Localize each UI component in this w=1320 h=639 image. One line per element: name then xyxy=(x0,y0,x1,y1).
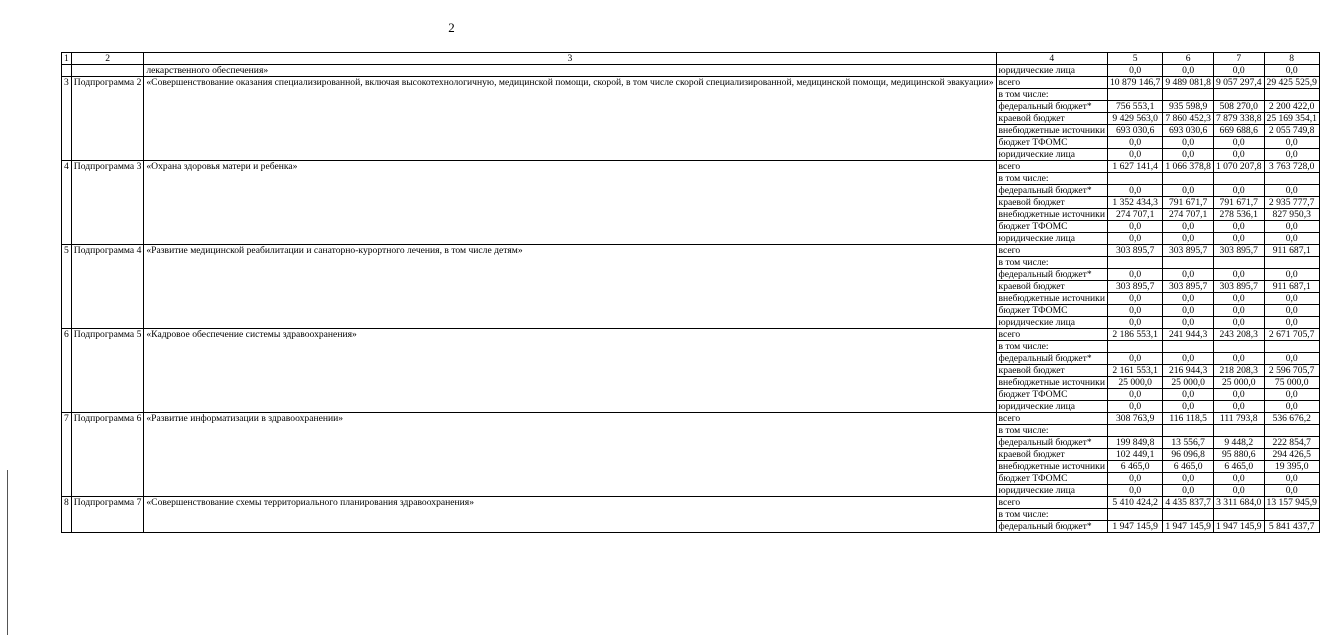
value-cell: 0,0 xyxy=(1264,149,1319,161)
value-cell: 19 395,0 xyxy=(1264,461,1319,473)
value-cell xyxy=(1107,425,1162,437)
program-title-cell: Подпрограмма 7 xyxy=(71,497,144,533)
program-name-cell: «Развитие медицинской реабилитации и санаторно-курортного лечения, в том числе детям» xyxy=(144,245,996,329)
program-title-cell: Подпрограмма 2 xyxy=(71,77,144,161)
value-cell: 0,0 xyxy=(1264,293,1319,305)
value-cell: 111 793,8 xyxy=(1213,413,1264,425)
funding-source-cell: юридические лица xyxy=(996,401,1107,413)
value-cell: 0,0 xyxy=(1107,353,1162,365)
program-number-cell xyxy=(62,65,72,77)
header-cell: 5 xyxy=(1107,53,1162,65)
value-cell: 0,0 xyxy=(1107,401,1162,413)
value-cell: 278 536,1 xyxy=(1213,209,1264,221)
scan-edge-line xyxy=(7,470,8,635)
value-cell xyxy=(1213,89,1264,101)
value-cell: 0,0 xyxy=(1264,185,1319,197)
funding-source-cell: федеральный бюджет* xyxy=(996,521,1107,533)
value-cell: 1 352 434,3 xyxy=(1107,197,1162,209)
value-cell: 13 157 945,9 xyxy=(1264,497,1319,509)
value-cell: 9 057 297,4 xyxy=(1213,77,1264,89)
value-cell: 0,0 xyxy=(1163,389,1214,401)
value-cell: 294 426,5 xyxy=(1264,449,1319,461)
value-cell: 9 448,2 xyxy=(1213,437,1264,449)
value-cell: 0,0 xyxy=(1107,305,1162,317)
value-cell: 0,0 xyxy=(1264,221,1319,233)
program-name-cell: «Охрана здоровья матери и ребенка» xyxy=(144,161,996,245)
funding-source-cell: юридические лица xyxy=(996,149,1107,161)
program-name-cell: «Совершенствование оказания специализированной, включая высокотехнологичную, медицинской помощи, скорой, в том числе скорой специализированной, медицинской помощи, медицинской эвакуации» xyxy=(144,77,996,161)
value-cell: 0,0 xyxy=(1163,233,1214,245)
program-name-cell: «Развитие информатизации в здравоохранении» xyxy=(144,413,996,497)
value-cell: 0,0 xyxy=(1264,233,1319,245)
value-cell: 4 435 837,7 xyxy=(1163,497,1214,509)
program-title-cell: Подпрограмма 6 xyxy=(71,413,144,497)
value-cell: 116 118,5 xyxy=(1163,413,1214,425)
value-cell: 9 489 081,8 xyxy=(1163,77,1214,89)
value-cell xyxy=(1264,509,1319,521)
table-row xyxy=(62,245,1320,257)
value-cell: 0,0 xyxy=(1107,185,1162,197)
value-cell: 0,0 xyxy=(1107,485,1162,497)
value-cell: 6 465,0 xyxy=(1163,461,1214,473)
value-cell: 95 880,6 xyxy=(1213,449,1264,461)
value-cell: 0,0 xyxy=(1213,353,1264,365)
value-cell xyxy=(1163,425,1214,437)
value-cell: 0,0 xyxy=(1264,485,1319,497)
value-cell: 791 671,7 xyxy=(1163,197,1214,209)
program-number-cell: 3 xyxy=(62,77,72,161)
program-name-cell: «Совершенствование схемы территориального планирования здравоохранения» xyxy=(144,497,996,533)
funding-source-cell: всего xyxy=(996,245,1107,257)
funding-source-cell: юридические лица xyxy=(996,65,1107,77)
funding-source-cell: всего xyxy=(996,497,1107,509)
value-cell: 0,0 xyxy=(1107,149,1162,161)
funding-source-cell: всего xyxy=(996,413,1107,425)
value-cell: 0,0 xyxy=(1163,317,1214,329)
budget-table xyxy=(61,52,1320,533)
table-row xyxy=(62,77,1320,89)
value-cell xyxy=(1213,341,1264,353)
funding-source-cell: всего xyxy=(996,329,1107,341)
value-cell: 1 947 145,9 xyxy=(1163,521,1214,533)
program-title-cell xyxy=(71,65,144,77)
funding-source-cell: краевой бюджет xyxy=(996,281,1107,293)
value-cell: 693 030,6 xyxy=(1107,125,1162,137)
value-cell: 0,0 xyxy=(1163,485,1214,497)
value-cell: 0,0 xyxy=(1264,473,1319,485)
value-cell: 0,0 xyxy=(1213,293,1264,305)
value-cell: 7 879 338,8 xyxy=(1213,113,1264,125)
value-cell: 935 598,9 xyxy=(1163,101,1214,113)
value-cell xyxy=(1107,89,1162,101)
value-cell: 0,0 xyxy=(1163,269,1214,281)
value-cell xyxy=(1163,173,1214,185)
value-cell: 0,0 xyxy=(1107,317,1162,329)
value-cell: 0,0 xyxy=(1107,65,1162,77)
header-cell: 2 xyxy=(71,53,144,65)
value-cell: 102 449,1 xyxy=(1107,449,1162,461)
value-cell: 669 688,6 xyxy=(1213,125,1264,137)
funding-source-cell: федеральный бюджет* xyxy=(996,353,1107,365)
value-cell: 6 465,0 xyxy=(1213,461,1264,473)
value-cell: 218 208,3 xyxy=(1213,365,1264,377)
value-cell: 0,0 xyxy=(1264,389,1319,401)
funding-source-cell: внебюджетные источники xyxy=(996,461,1107,473)
funding-source-cell: юридические лица xyxy=(996,233,1107,245)
value-cell: 303 895,7 xyxy=(1107,281,1162,293)
value-cell: 6 465,0 xyxy=(1107,461,1162,473)
value-cell: 9 429 563,0 xyxy=(1107,113,1162,125)
value-cell: 25 169 354,1 xyxy=(1264,113,1319,125)
value-cell: 0,0 xyxy=(1163,185,1214,197)
value-cell: 0,0 xyxy=(1264,317,1319,329)
program-title-cell: Подпрограмма 5 xyxy=(71,329,144,413)
funding-source-cell: в том числе: xyxy=(996,173,1107,185)
header-cell: 1 xyxy=(62,53,72,65)
table-body xyxy=(62,53,1320,533)
value-cell: 3 311 684,0 xyxy=(1213,497,1264,509)
program-name-cell: «Кадровое обеспечение системы здравоохранения» xyxy=(144,329,996,413)
program-number-cell: 6 xyxy=(62,329,72,413)
funding-source-cell: внебюджетные источники xyxy=(996,125,1107,137)
value-cell: 0,0 xyxy=(1213,149,1264,161)
value-cell: 508 270,0 xyxy=(1213,101,1264,113)
header-cell: 4 xyxy=(996,53,1107,65)
value-cell: 1 947 145,9 xyxy=(1213,521,1264,533)
value-cell xyxy=(1163,509,1214,521)
value-cell: 0,0 xyxy=(1213,305,1264,317)
value-cell: 0,0 xyxy=(1163,137,1214,149)
value-cell xyxy=(1107,509,1162,521)
funding-source-cell: юридические лица xyxy=(996,485,1107,497)
value-cell xyxy=(1264,341,1319,353)
value-cell: 274 707,1 xyxy=(1107,209,1162,221)
value-cell: 0,0 xyxy=(1163,149,1214,161)
value-cell: 0,0 xyxy=(1163,305,1214,317)
value-cell: 0,0 xyxy=(1264,269,1319,281)
funding-source-cell: краевой бюджет xyxy=(996,449,1107,461)
funding-source-cell: в том числе: xyxy=(996,425,1107,437)
value-cell xyxy=(1107,341,1162,353)
table-row xyxy=(62,329,1320,341)
value-cell: 96 096,8 xyxy=(1163,449,1214,461)
value-cell: 0,0 xyxy=(1213,221,1264,233)
value-cell xyxy=(1264,257,1319,269)
value-cell: 693 030,6 xyxy=(1163,125,1214,137)
value-cell: 3 763 728,0 xyxy=(1264,161,1319,173)
value-cell: 0,0 xyxy=(1213,485,1264,497)
value-cell: 536 676,2 xyxy=(1264,413,1319,425)
value-cell: 2 596 705,7 xyxy=(1264,365,1319,377)
value-cell: 791 671,7 xyxy=(1213,197,1264,209)
table-row xyxy=(62,413,1320,425)
value-cell: 303 895,7 xyxy=(1213,281,1264,293)
value-cell: 222 854,7 xyxy=(1264,437,1319,449)
funding-source-cell: в том числе: xyxy=(996,89,1107,101)
header-cell: 3 xyxy=(144,53,996,65)
value-cell: 0,0 xyxy=(1163,221,1214,233)
funding-source-cell: бюджет ТФОМС xyxy=(996,137,1107,149)
value-cell: 0,0 xyxy=(1163,473,1214,485)
header-cell: 8 xyxy=(1264,53,1319,65)
value-cell: 0,0 xyxy=(1107,137,1162,149)
value-cell xyxy=(1163,89,1214,101)
value-cell: 0,0 xyxy=(1163,401,1214,413)
value-cell: 0,0 xyxy=(1213,389,1264,401)
value-cell: 7 860 452,3 xyxy=(1163,113,1214,125)
value-cell: 0,0 xyxy=(1264,353,1319,365)
value-cell: 0,0 xyxy=(1264,401,1319,413)
value-cell: 303 895,7 xyxy=(1213,245,1264,257)
header-cell: 6 xyxy=(1163,53,1214,65)
value-cell: 0,0 xyxy=(1213,269,1264,281)
value-cell xyxy=(1264,425,1319,437)
program-number-cell: 5 xyxy=(62,245,72,329)
value-cell: 0,0 xyxy=(1107,269,1162,281)
value-cell: 303 895,7 xyxy=(1107,245,1162,257)
value-cell: 0,0 xyxy=(1163,353,1214,365)
value-cell: 243 208,3 xyxy=(1213,329,1264,341)
value-cell: 5 841 437,7 xyxy=(1264,521,1319,533)
value-cell: 0,0 xyxy=(1213,185,1264,197)
value-cell: 0,0 xyxy=(1107,473,1162,485)
value-cell xyxy=(1264,173,1319,185)
value-cell: 303 895,7 xyxy=(1163,245,1214,257)
value-cell: 10 879 146,7 xyxy=(1107,77,1162,89)
value-cell: 2 161 553,1 xyxy=(1107,365,1162,377)
funding-source-cell: бюджет ТФОМС xyxy=(996,305,1107,317)
value-cell xyxy=(1213,509,1264,521)
program-number-cell: 4 xyxy=(62,161,72,245)
funding-source-cell: федеральный бюджет* xyxy=(996,185,1107,197)
value-cell xyxy=(1264,89,1319,101)
value-cell: 2 186 553,1 xyxy=(1107,329,1162,341)
funding-source-cell: бюджет ТФОМС xyxy=(996,473,1107,485)
value-cell xyxy=(1163,341,1214,353)
value-cell: 0,0 xyxy=(1213,137,1264,149)
value-cell xyxy=(1107,173,1162,185)
funding-source-cell: федеральный бюджет* xyxy=(996,269,1107,281)
value-cell: 1 947 145,9 xyxy=(1107,521,1162,533)
value-cell: 1 627 141,4 xyxy=(1107,161,1162,173)
value-cell: 0,0 xyxy=(1107,389,1162,401)
value-cell: 0,0 xyxy=(1107,233,1162,245)
funding-source-cell: краевой бюджет xyxy=(996,197,1107,209)
funding-source-cell: всего xyxy=(996,77,1107,89)
value-cell: 29 425 525,9 xyxy=(1264,77,1319,89)
table-row xyxy=(62,497,1320,509)
funding-source-cell: краевой бюджет xyxy=(996,365,1107,377)
value-cell: 5 410 424,2 xyxy=(1107,497,1162,509)
value-cell: 2 055 749,8 xyxy=(1264,125,1319,137)
funding-source-cell: внебюджетные источники xyxy=(996,377,1107,389)
value-cell: 0,0 xyxy=(1213,65,1264,77)
funding-source-cell: бюджет ТФОМС xyxy=(996,389,1107,401)
value-cell: 0,0 xyxy=(1213,317,1264,329)
value-cell: 1 066 378,8 xyxy=(1163,161,1214,173)
program-number-cell: 8 xyxy=(62,497,72,533)
program-number-cell: 7 xyxy=(62,413,72,497)
value-cell: 25 000,0 xyxy=(1213,377,1264,389)
value-cell: 199 849,8 xyxy=(1107,437,1162,449)
table-row xyxy=(62,65,1320,77)
funding-source-cell: юридические лица xyxy=(996,317,1107,329)
value-cell: 0,0 xyxy=(1163,293,1214,305)
value-cell: 2 671 705,7 xyxy=(1264,329,1319,341)
funding-source-cell: в том числе: xyxy=(996,341,1107,353)
value-cell: 75 000,0 xyxy=(1264,377,1319,389)
value-cell: 0,0 xyxy=(1213,233,1264,245)
value-cell xyxy=(1213,173,1264,185)
value-cell: 25 000,0 xyxy=(1163,377,1214,389)
funding-source-cell: всего xyxy=(996,161,1107,173)
header-row xyxy=(62,53,1320,65)
page-number: 2 xyxy=(448,20,455,35)
value-cell: 2 935 777,7 xyxy=(1264,197,1319,209)
funding-source-cell: краевой бюджет xyxy=(996,113,1107,125)
value-cell: 0,0 xyxy=(1213,473,1264,485)
funding-source-cell: внебюджетные источники xyxy=(996,293,1107,305)
value-cell: 0,0 xyxy=(1107,221,1162,233)
value-cell: 911 687,1 xyxy=(1264,245,1319,257)
program-title-cell: Подпрограмма 4 xyxy=(71,245,144,329)
value-cell: 308 763,9 xyxy=(1107,413,1162,425)
value-cell: 241 944,3 xyxy=(1163,329,1214,341)
table-row xyxy=(62,161,1320,173)
value-cell: 216 944,3 xyxy=(1163,365,1214,377)
value-cell xyxy=(1163,257,1214,269)
value-cell: 0,0 xyxy=(1107,293,1162,305)
value-cell: 13 556,7 xyxy=(1163,437,1214,449)
value-cell xyxy=(1107,257,1162,269)
value-cell: 274 707,1 xyxy=(1163,209,1214,221)
funding-source-cell: федеральный бюджет* xyxy=(996,101,1107,113)
value-cell: 0,0 xyxy=(1264,137,1319,149)
program-title-cell: Подпрограмма 3 xyxy=(71,161,144,245)
funding-source-cell: бюджет ТФОМС xyxy=(996,221,1107,233)
program-name-cell: лекарственного обеспечения» xyxy=(144,65,996,77)
value-cell: 2 200 422,0 xyxy=(1264,101,1319,113)
funding-source-cell: внебюджетные источники xyxy=(996,209,1107,221)
value-cell: 0,0 xyxy=(1163,65,1214,77)
value-cell: 25 000,0 xyxy=(1107,377,1162,389)
value-cell: 0,0 xyxy=(1213,401,1264,413)
funding-source-cell: в том числе: xyxy=(996,509,1107,521)
value-cell xyxy=(1213,257,1264,269)
value-cell: 827 950,3 xyxy=(1264,209,1319,221)
funding-source-cell: в том числе: xyxy=(996,257,1107,269)
header-cell: 7 xyxy=(1213,53,1264,65)
value-cell: 0,0 xyxy=(1264,305,1319,317)
funding-source-cell: федеральный бюджет* xyxy=(996,437,1107,449)
value-cell: 0,0 xyxy=(1264,65,1319,77)
value-cell: 911 687,1 xyxy=(1264,281,1319,293)
value-cell: 1 070 207,8 xyxy=(1213,161,1264,173)
value-cell: 756 553,1 xyxy=(1107,101,1162,113)
value-cell: 303 895,7 xyxy=(1163,281,1214,293)
value-cell xyxy=(1213,425,1264,437)
